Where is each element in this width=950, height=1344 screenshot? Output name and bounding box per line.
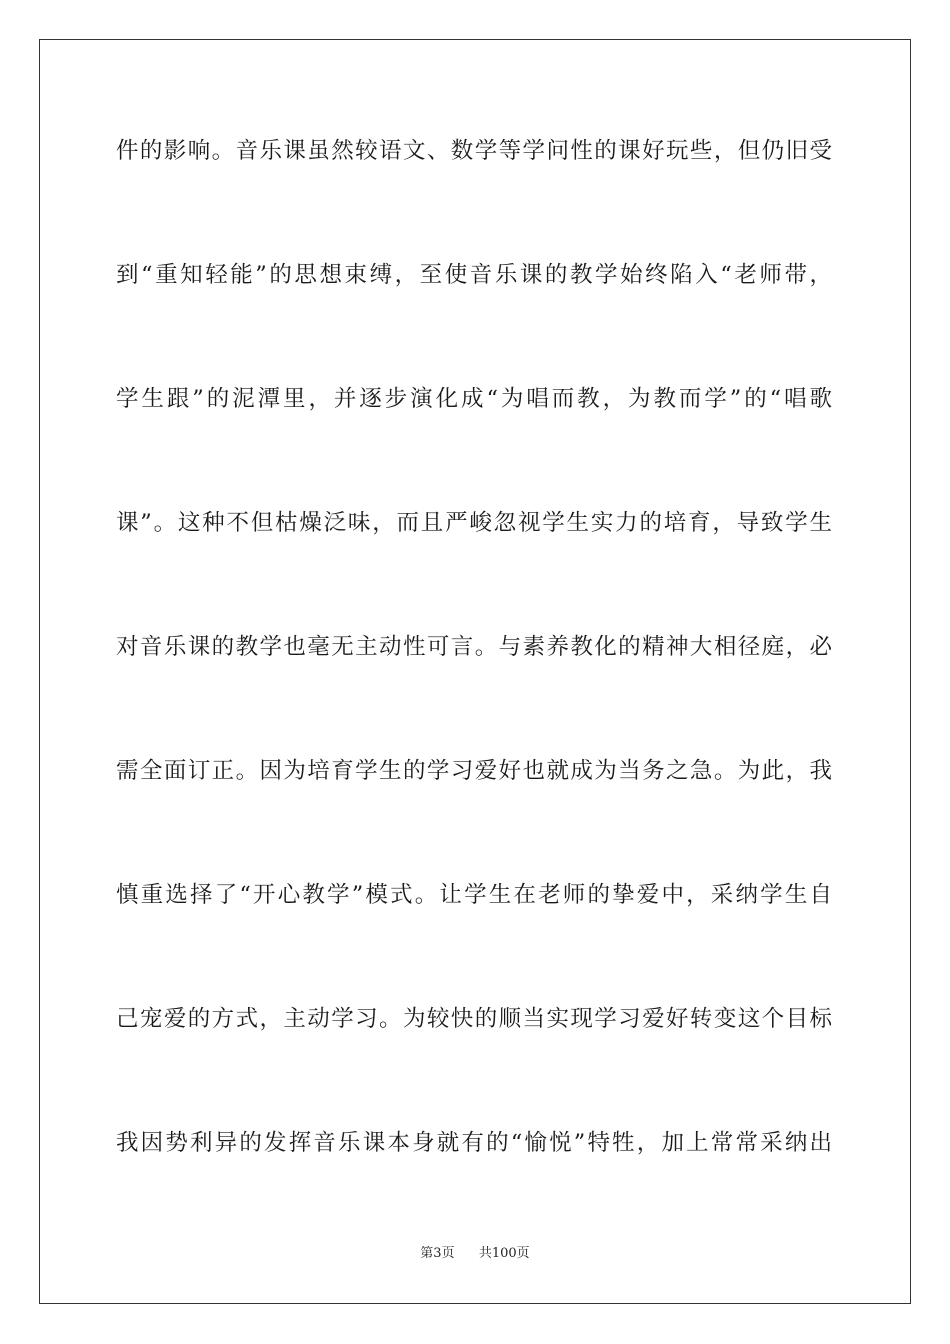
page-border	[39, 39, 911, 1304]
text-line-3: 学生跟”的泥潭里，并逐步演化成“为唱而教，为教而学”的“唱歌	[116, 386, 832, 412]
text-line-6: 需全面订正。因为培育学生的学习爱好也就成为当务之急。为此，我	[116, 758, 832, 784]
total-pages: 共100页	[478, 1246, 530, 1261]
text-line-7: 慎重选择了“开心教学”模式。让学生在老师的挚爱中，采纳学生自	[116, 882, 832, 908]
page-number: 第3页	[420, 1246, 455, 1261]
text-line-2: 到“重知轻能”的思想束缚，至使音乐课的教学始终陷入“老师带，	[116, 262, 832, 288]
text-line-1: 件的影响。音乐课虽然较语文、数学等学问性的课好玩些，但仍旧受	[116, 138, 832, 164]
page-footer	[0, 1244, 950, 1264]
text-line-8: 己宠爱的方式，主动学习。为较快的顺当实现学习爱好转变这个目标	[116, 1006, 832, 1032]
text-line-9: 我因势利异的发挥音乐课本身就有的“愉悦”特牲，加上常常采纳出	[116, 1130, 832, 1156]
text-line-4: 课”。这种不但枯燥泛味，而且严峻忽视学生实力的培育，导致学生	[116, 510, 832, 536]
text-line-5: 对音乐课的教学也毫无主动性可言。与素养教化的精神大相径庭，必	[116, 634, 832, 660]
